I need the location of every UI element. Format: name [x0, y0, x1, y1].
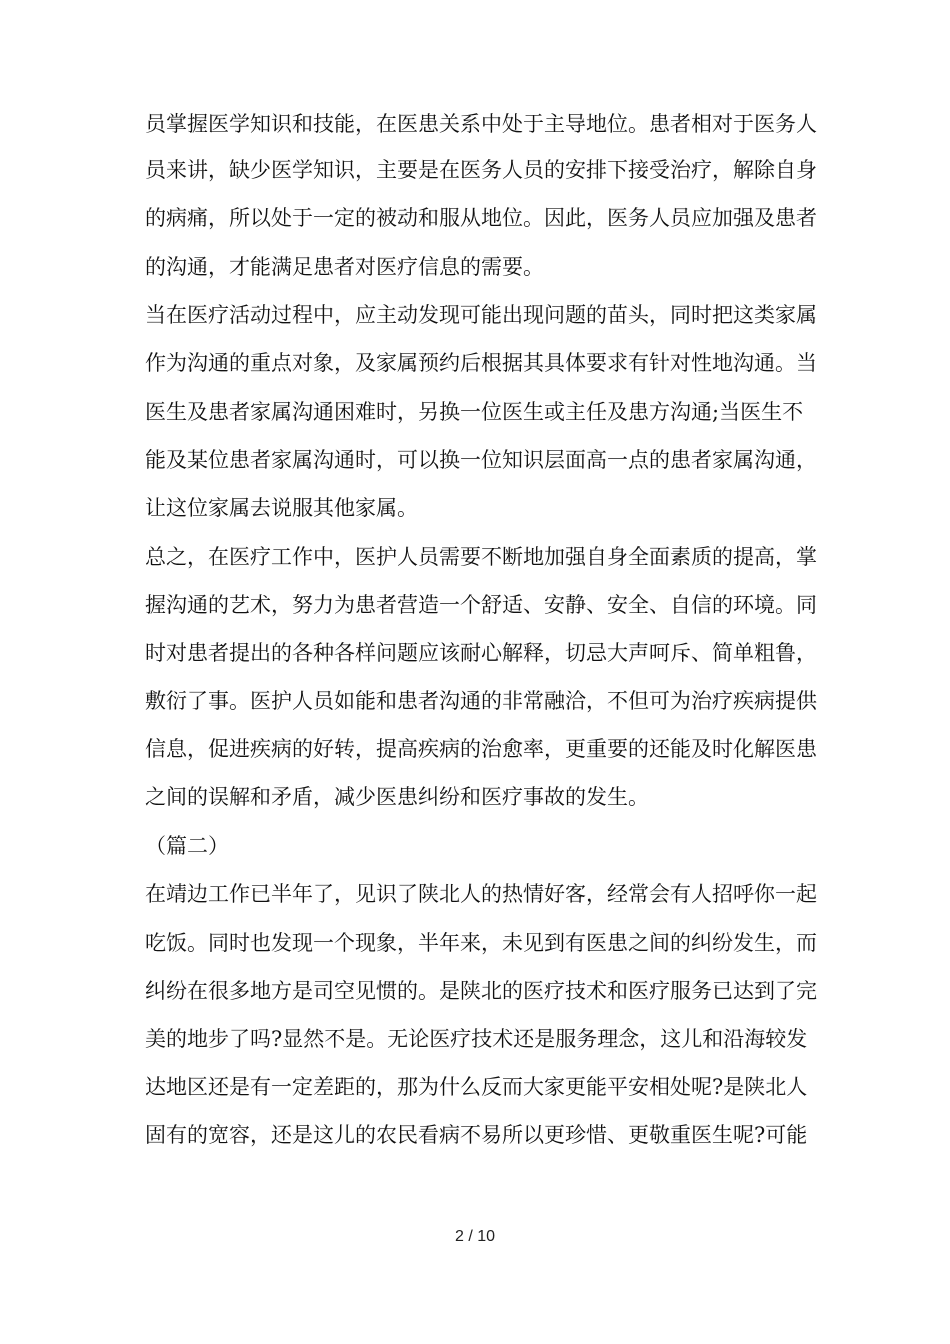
paragraph-line: 握沟通的艺术，努力为患者营造一个舒适、安静、安全、自信的环境。同: [145, 593, 817, 617]
paragraph-line: 的沟通，才能满足患者对医疗信息的需要。: [145, 255, 544, 279]
paragraph-line: 达地区还是有一定差距的，那为什么反而大家更能平安相处呢?是陕北人: [145, 1075, 808, 1099]
paragraph-line: 之间的误解和矛盾，减少医患纠纷和医疗事故的发生。: [145, 785, 649, 809]
paragraph-line: 敷衍了事。医护人员如能和患者沟通的非常融洽，不但可为治疗疾病提供: [145, 689, 817, 713]
paragraph-line: 作为沟通的重点对象，及家属预约后根据其具体要求有针对性地沟通。当: [145, 351, 817, 375]
paragraph-line: 的病痛，所以处于一定的被动和服从地位。因此，医务人员应加强及患者: [145, 206, 817, 230]
paragraph-line: 能及某位患者家属沟通时，可以换一位知识层面高一点的患者家属沟通，: [145, 448, 817, 472]
paragraph-line: 时对患者提出的各种各样问题应该耐心解释，切忌大声呵斥、简单粗鲁，: [145, 641, 817, 665]
paragraph-line: 当在医疗活动过程中，应主动发现可能出现问题的苗头，同时把这类家属: [145, 303, 817, 327]
paragraph-line: 让这位家属去说服其他家属。: [145, 496, 418, 520]
paragraph-line: 总之，在医疗工作中，医护人员需要不断地加强自身全面素质的提高，掌: [145, 545, 817, 569]
page-number: 2 / 10: [454, 1228, 496, 1245]
paragraph-line: 员来讲，缺少医学知识，主要是在医务人员的安排下接受治疗，解除自身: [145, 158, 817, 182]
paragraph-line: 固有的宽容，还是这儿的农民看病不易所以更珍惜、更敬重医生呢?可能: [145, 1123, 808, 1147]
paragraph-line: 在靖边工作已半年了，见识了陕北人的热情好客，经常会有人招呼你一起: [145, 882, 817, 906]
paragraph-line: 信息，促进疾病的好转，提高疾病的治愈率，更重要的还能及时化解医患: [145, 737, 817, 761]
paragraph-line: 员掌握医学知识和技能，在医患关系中处于主导地位。患者相对于医务人: [145, 112, 817, 136]
paragraph-line: 美的地步了吗?显然不是。无论医疗技术还是服务理念，这儿和沿海较发: [145, 1027, 808, 1051]
paragraph-line: 纠纷在很多地方是司空见惯的。是陕北的医疗技术和医疗服务已达到了完: [145, 979, 817, 1003]
section-heading: （篇二）: [145, 834, 229, 858]
paragraph-line: 医生及患者家属沟通困难时，另换一位医生或主任及患方沟通;当医生不: [145, 400, 804, 424]
paragraph-line: 吃饭。同时也发现一个现象，半年来，未见到有医患之间的纠纷发生，而: [145, 931, 817, 955]
